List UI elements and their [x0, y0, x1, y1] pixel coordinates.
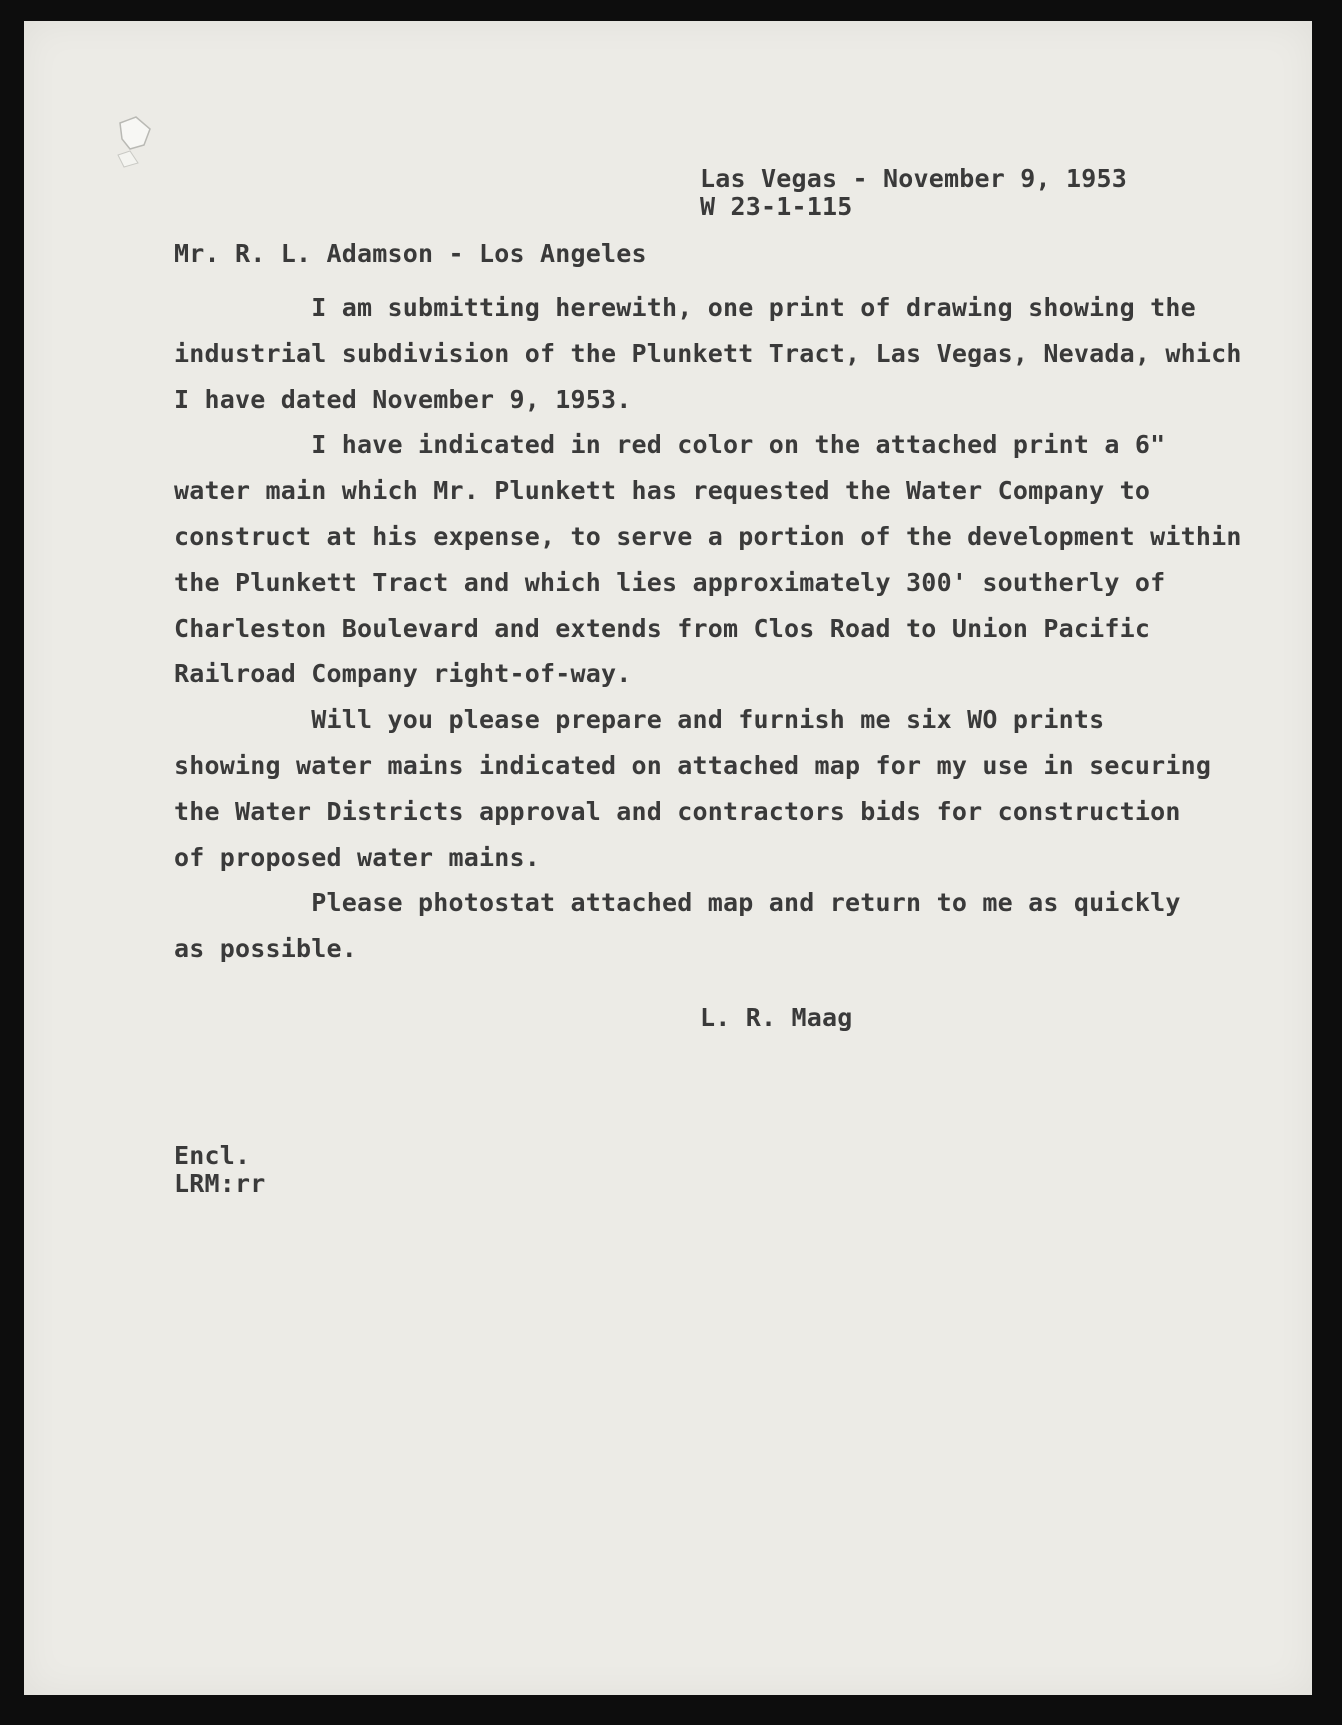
body-line: as possible.	[174, 934, 358, 964]
torn-corner-mark	[110, 115, 156, 171]
file-number: W 23-1-115	[700, 192, 853, 221]
body-line: Charleston Boulevard and extends from Clos Road to Union Pacific	[174, 613, 1151, 643]
body-line: of proposed water mains.	[174, 842, 541, 872]
letter-page	[24, 21, 1312, 1695]
body-line: the Plunkett Tract and which lies approximately 300' southerly of	[174, 567, 1166, 597]
body-line: construct at his expense, to serve a portion of the development within	[174, 521, 1242, 551]
body-line: I have indicated in red color on the attached print a 6"	[174, 430, 1166, 460]
body-line: the Water Districts approval and contractors bids for construction	[174, 796, 1181, 826]
body-line: water main which Mr. Plunkett has requested the Water Company to	[174, 476, 1151, 506]
body-line: Railroad Company right-of-way.	[174, 659, 632, 689]
enclosure-label: Encl.	[174, 1141, 251, 1170]
body-line: Will you please prepare and furnish me six WO prints	[174, 705, 1105, 735]
body-line: I have dated November 9, 1953.	[174, 384, 632, 414]
body-line: industrial subdivision of the Plunkett Tract, Las Vegas, Nevada, which	[174, 338, 1242, 368]
body-line: I am submitting herewith, one print of drawing showing the	[174, 293, 1196, 322]
body-line: showing water mains indicated on attached map for my use in securing	[174, 750, 1212, 780]
signature: L. R. Maag	[700, 1003, 853, 1032]
letter-header	[700, 165, 1127, 221]
enclosure-note	[174, 1142, 266, 1198]
letter-body	[174, 285, 1242, 972]
addressee: Mr. R. L. Adamson - Los Angeles	[174, 239, 647, 268]
place-date: Las Vegas - November 9, 1953	[700, 164, 1128, 193]
typist-initials: LRM:rr	[174, 1169, 266, 1198]
body-line: Please photostat attached map and return to me as quickly	[174, 888, 1181, 918]
